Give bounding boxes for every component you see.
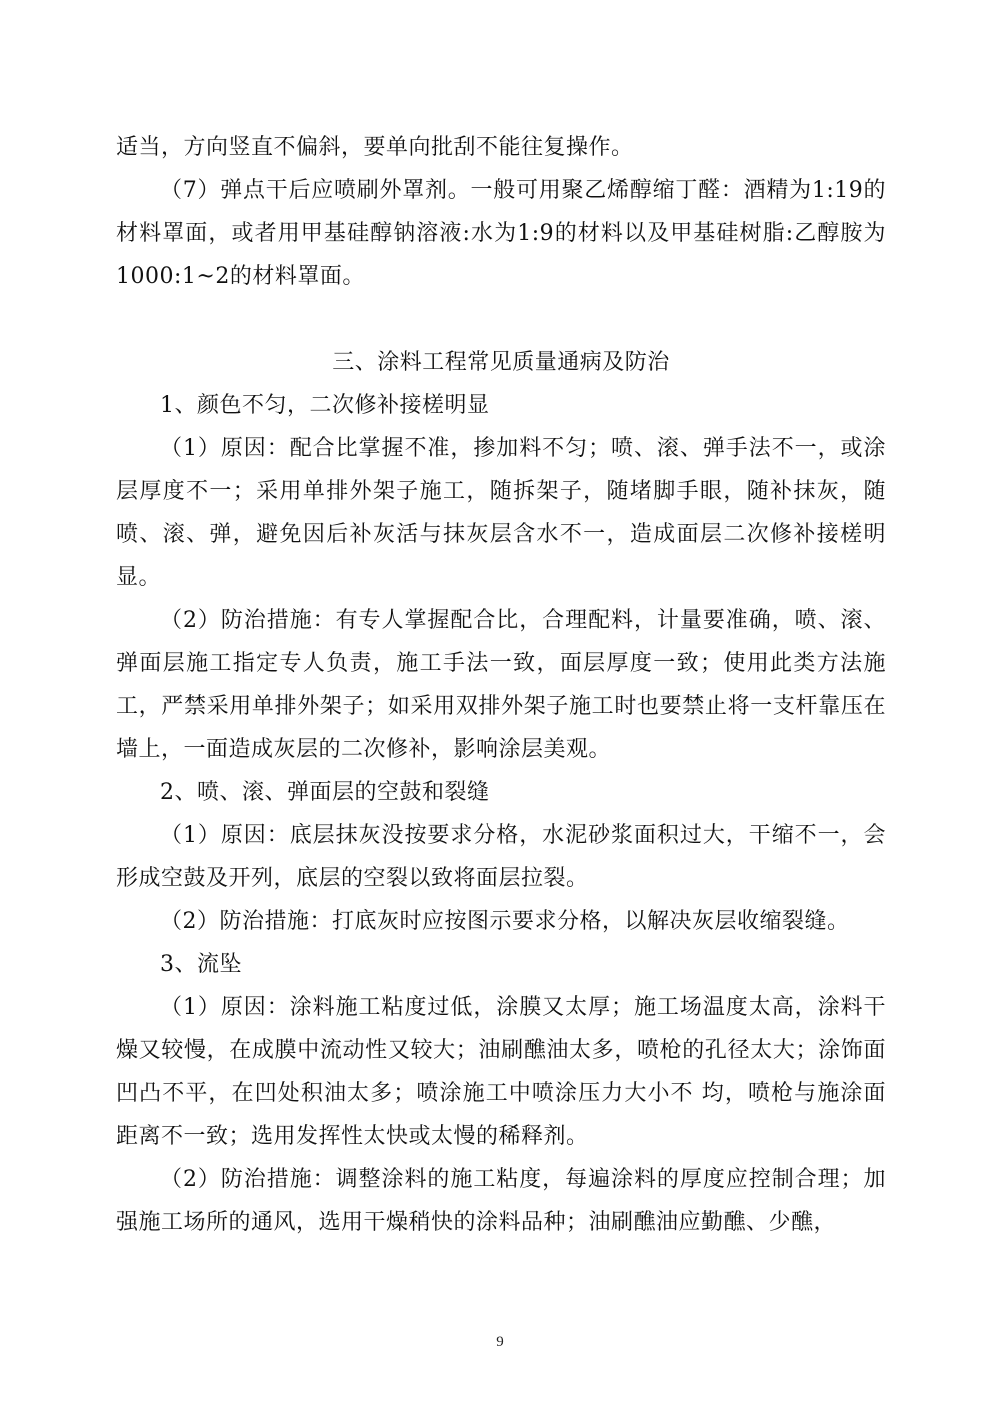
subheading-hollow-cracks: 2、喷、滚、弹面层的空鼓和裂缝 xyxy=(160,780,490,805)
paragraph-cause-1: （1）原因：配合比掌握不准，掺加料不匀；喷、滚、弹手法不一，或涂层厚度不一；采用单排外架子施工，随拆架子，随堵脚手眼，随补抹灰，随喷、滚、弹，避免因后补灰活与抹灰层含水不一，造成面层二次修补接槎明显。 xyxy=(116,436,886,590)
paragraph-cause-2: （1）原因：底层抹灰没按要求分格，水泥砂浆面积过大，干缩不一，会形成空鼓及开列，底层的空裂以致将面层拉裂。 xyxy=(116,823,886,891)
paragraph-continuation: 适当，方向竖直不偏斜，要单向批刮不能往复操作。 xyxy=(116,135,634,160)
page-body xyxy=(116,126,886,1244)
paragraph-item-7: （7）弹点干后应喷刷外罩剂。一般可用聚乙烯醇缩丁醛：酒精为1:19的材料罩面，或者用甲基硅醇钠溶液:水为1:9的材料以及甲基硅树脂:乙醇胺为1000:1~2的材料罩面。 xyxy=(116,178,886,289)
paragraph-cause-3: （1）原因：涂料施工粘度过低，涂膜又太厚；施工场温度太高，涂料干燥又较慢，在成膜中流动性又较大；油刷醮油太多，喷枪的孔径太大；涂饰面凹凸不平，在凹处积油太多；喷涂施工中喷涂压力大小不 均，喷枪与施涂面距离不一致；选用发挥性太快或太慢的稀释剂。 xyxy=(116,995,886,1149)
page-number: 9 xyxy=(496,1334,504,1350)
paragraph-measure-2: （2）防治措施：打底灰时应按图示要求分格，以解决灰层收缩裂缝。 xyxy=(160,909,850,934)
subheading-color-uneven: 1、颜色不匀，二次修补接槎明显 xyxy=(160,393,490,418)
paragraph-measure-1: （2）防治措施：有专人掌握配合比，合理配料，计量要准确，喷、滚、弹面层施工指定专人负责，施工手法一致，面层厚度一致；使用此类方法施工，严禁采用单排外架子；如采用双排外架子施工时也要禁止将一支杆靠压在墙上，一面造成灰层的二次修补，影响涂层美观。 xyxy=(116,608,886,762)
subheading-sagging: 3、流坠 xyxy=(160,952,242,977)
paragraph-measure-3: （2）防治措施：调整涂料的施工粘度，每遍涂料的厚度应控制合理；加强施工场所的通风，选用干燥稍快的涂料品种；油刷醮油应勤醮、少醮， xyxy=(116,1167,886,1235)
section-heading: 三、涂料工程常见质量通病及防治 xyxy=(332,350,670,375)
